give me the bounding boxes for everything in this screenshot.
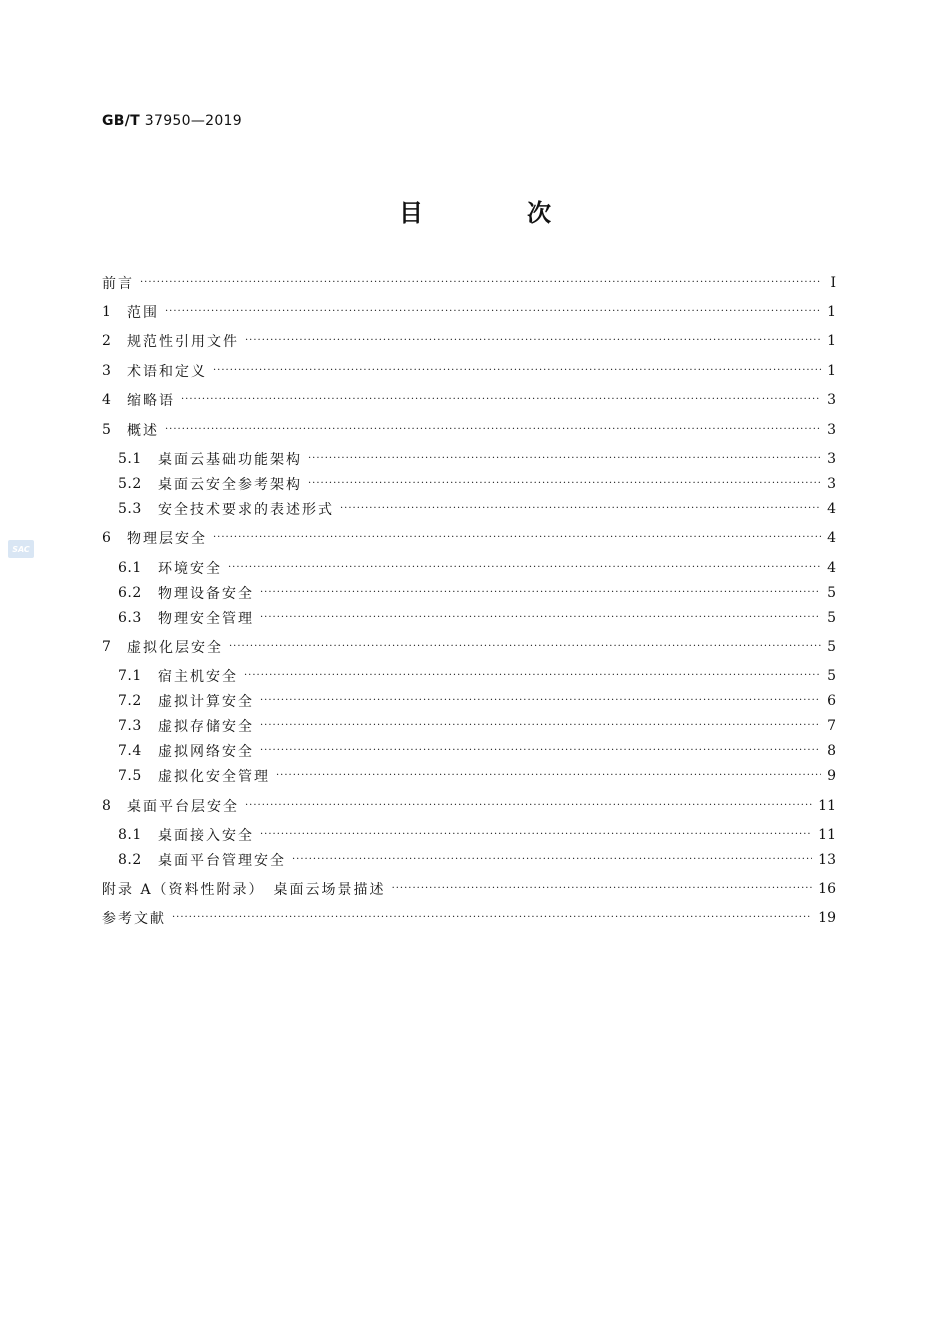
toc-entry-page: 13: [818, 852, 836, 868]
toc-entry-page: 5: [827, 668, 836, 684]
toc-entry[interactable]: [102, 907, 836, 929]
toc-entry-label: 附录 A（资料性附录） 桌面云场景描述: [102, 882, 386, 898]
toc-dot-leader: [276, 765, 821, 787]
toc-entry-label: 前言: [102, 276, 134, 292]
toc-dot-leader: [229, 636, 821, 658]
toc-entry[interactable]: [118, 665, 836, 687]
toc-entry-page: 8: [827, 743, 836, 759]
toc-dot-leader: [260, 690, 821, 712]
toc-entry-number: 8.1: [118, 827, 142, 843]
toc-entry-label: 虚拟化层安全: [127, 640, 223, 656]
toc-entry-number: 7.3: [118, 718, 142, 734]
toc-entry-page: 3: [827, 392, 836, 408]
toc-entry[interactable]: [102, 636, 836, 658]
toc-dot-leader: [213, 527, 821, 549]
toc-entry-page: 3: [827, 451, 836, 467]
toc-entry-number: 4: [102, 392, 112, 408]
toc-entry-label: 术语和定义: [127, 364, 207, 380]
toc-dot-leader: [392, 878, 813, 900]
toc-entry[interactable]: [118, 582, 836, 604]
toc-entry[interactable]: [102, 301, 836, 323]
toc-entry-label: 物理设备安全: [158, 586, 254, 602]
toc-entry[interactable]: [118, 448, 836, 470]
toc-entry[interactable]: [118, 498, 836, 520]
toc-dot-leader: [213, 360, 821, 382]
toc-entry-page: 1: [827, 363, 836, 379]
toc-entry-page: I: [830, 275, 836, 291]
toc-entry[interactable]: [102, 389, 836, 411]
toc-dot-leader: [172, 907, 812, 929]
toc-entry[interactable]: [102, 795, 836, 817]
toc-entry-number: 7.2: [118, 693, 142, 709]
toc-entry-number: 6.2: [118, 585, 142, 601]
toc-entry[interactable]: [102, 272, 836, 294]
toc-entry-page: 19: [818, 910, 836, 926]
toc-entry[interactable]: [118, 740, 836, 762]
toc-entry-number: 8: [102, 798, 112, 814]
toc-entry[interactable]: [102, 878, 836, 900]
toc-entry[interactable]: [118, 715, 836, 737]
toc-entry-label: 虚拟化安全管理: [158, 769, 270, 785]
toc-entry[interactable]: [118, 824, 836, 846]
toc-entry-page: 5: [827, 610, 836, 626]
toc-dot-leader: [260, 740, 821, 762]
toc-entry-label: 桌面云基础功能架构: [158, 452, 302, 468]
toc-dot-leader: [244, 665, 821, 687]
toc-entry-label: 桌面平台管理安全: [158, 853, 286, 869]
toc-dot-leader: [245, 330, 821, 352]
toc-entry-page: 1: [827, 333, 836, 349]
toc-entry-label: 缩略语: [127, 393, 175, 409]
page-title: 目 次: [399, 199, 591, 227]
toc-dot-leader: [260, 607, 821, 629]
toc-entry-label: 桌面云安全参考架构: [158, 477, 302, 493]
toc-entry[interactable]: [118, 557, 836, 579]
toc-entry[interactable]: [102, 360, 836, 382]
toc-entry-label: 桌面平台层安全: [127, 799, 239, 815]
toc-entry-page: 1: [827, 304, 836, 320]
toc-entry[interactable]: [118, 473, 836, 495]
toc-entry-label: 虚拟计算安全: [158, 694, 254, 710]
toc-dot-leader: [340, 498, 821, 520]
toc-entry[interactable]: [102, 419, 836, 441]
toc-entry-page: 16: [818, 881, 836, 897]
toc-entry-page: 4: [827, 501, 836, 517]
toc-entry[interactable]: [118, 690, 836, 712]
toc-entry-page: 3: [827, 422, 836, 438]
sac-watermark-logo: SAC: [8, 540, 34, 558]
toc-entry[interactable]: [118, 849, 836, 871]
toc-entry-number: 7.1: [118, 668, 142, 684]
toc-entry[interactable]: [102, 527, 836, 549]
toc-entry-number: 5: [102, 422, 112, 438]
toc-entry-label: 宿主机安全: [158, 669, 238, 685]
toc-entry-page: 7: [827, 718, 836, 734]
toc-entry-page: 9: [827, 768, 836, 784]
toc-entry-page: 4: [827, 560, 836, 576]
toc-dot-leader: [292, 849, 812, 871]
toc-dot-leader: [260, 824, 812, 846]
toc-entry-number: 5.1: [118, 451, 142, 467]
toc-entry-page: 3: [827, 476, 836, 492]
toc-entry-number: 7: [102, 639, 112, 655]
toc-entry-number: 3: [102, 363, 112, 379]
toc-entry[interactable]: [102, 330, 836, 352]
toc-entry-number: 6.3: [118, 610, 142, 626]
toc-dot-leader: [165, 301, 821, 323]
toc-dot-leader: [308, 448, 821, 470]
standard-prefix: GB/T: [102, 113, 141, 129]
toc-dot-leader: [228, 557, 821, 579]
toc-entry-number: 6: [102, 530, 112, 546]
toc-entry-label: 范围: [127, 305, 159, 321]
toc-entry-number: 8.2: [118, 852, 142, 868]
toc-entry-page: 5: [827, 639, 836, 655]
toc-entry[interactable]: [118, 607, 836, 629]
toc-entry-page: 11: [818, 827, 836, 843]
toc-entry-number: 5.2: [118, 476, 142, 492]
toc-entry-label: 物理安全管理: [158, 611, 254, 627]
toc-entry-number: 7.5: [118, 768, 142, 784]
toc-entry-number: 5.3: [118, 501, 142, 517]
toc-entry-number: 7.4: [118, 743, 142, 759]
toc-entry[interactable]: [118, 765, 836, 787]
toc-entry-number: 2: [102, 333, 112, 349]
standard-code: [102, 113, 242, 129]
toc-entry-page: 4: [827, 530, 836, 546]
standard-number: 37950—2019: [144, 113, 242, 129]
toc-entry-label: 物理层安全: [127, 531, 207, 547]
toc-entry-label: 概述: [127, 423, 159, 439]
toc-entry-page: 5: [827, 585, 836, 601]
toc-entry-number: 6.1: [118, 560, 142, 576]
toc-entry-label: 桌面接入安全: [158, 828, 254, 844]
toc-entry-page: 6: [827, 693, 836, 709]
toc-dot-leader: [260, 715, 821, 737]
toc-dot-leader: [181, 389, 821, 411]
toc-entry-label: 安全技术要求的表述形式: [158, 502, 334, 518]
toc-entry-number: 1: [102, 304, 112, 320]
toc-entry-label: 规范性引用文件: [127, 334, 239, 350]
toc-dot-leader: [140, 272, 822, 294]
toc-dot-leader: [260, 582, 821, 604]
toc-entry-page: 11: [818, 798, 836, 814]
toc-dot-leader: [165, 419, 821, 441]
toc-dot-leader: [308, 473, 821, 495]
toc-entry-label: 环境安全: [158, 561, 222, 577]
toc-entry-label: 虚拟存储安全: [158, 719, 254, 735]
toc-entry-label: 参考文献: [102, 911, 166, 927]
toc-entry-label: 虚拟网络安全: [158, 744, 254, 760]
toc-dot-leader: [245, 795, 812, 817]
